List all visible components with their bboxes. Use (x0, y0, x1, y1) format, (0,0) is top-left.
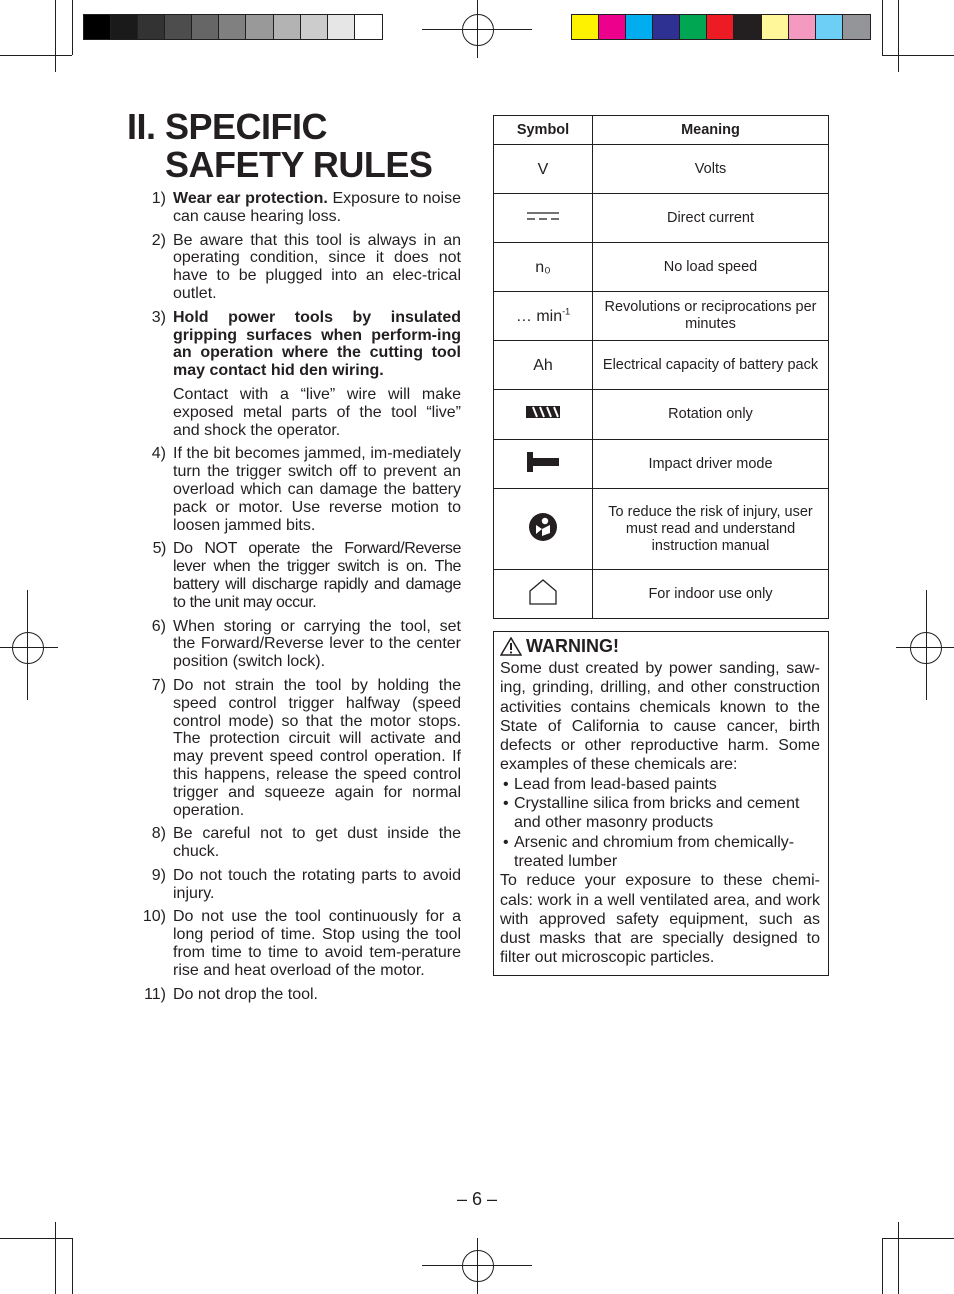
table-row (494, 570, 829, 619)
meaning-cell: Impact driver mode (593, 440, 829, 489)
rule-item: 10) Do not use the tool continuously for a long period of time. Stop using the tool from time to time to avoid tem-perature rise and heat overload of the motor. (142, 908, 461, 979)
color-swatch (789, 15, 816, 39)
direct-current-icon (526, 210, 560, 222)
color-swatch (301, 15, 328, 39)
symbol-cell (494, 390, 593, 440)
list-item: • Lead from lead-based paints (500, 775, 820, 794)
color-swatch (111, 15, 138, 39)
color-swatch (328, 15, 355, 39)
symbol-table-header (494, 116, 829, 145)
meaning-cell: For indoor use only (593, 570, 829, 619)
rule-item: 2) Be aware that this tool is always in an operating condition, since it does not have to be plugged into an elec-trical outlet. (151, 231, 461, 302)
meaning-cell: No load speed (593, 243, 829, 292)
warning-examples-list (500, 775, 820, 871)
rule-item: 5) Do NOT operate the Forward/Reverse lever when the trigger switch is on. The battery will discharge rapidly and damage to the unit may occur. (152, 540, 461, 611)
meaning-cell: To reduce the risk of injury, user must read and understand instruction manual (593, 489, 829, 570)
indoor-use-icon (527, 578, 559, 606)
color-swatch (572, 15, 599, 39)
section-title (127, 108, 432, 184)
symbol-cell: n₀ (494, 243, 593, 292)
section-title-line2: SAFETY RULES (165, 144, 433, 185)
color-swatch (246, 15, 273, 39)
color-swatch (84, 15, 111, 39)
warning-intro: Some dust created by power sanding, saw-ing, grinding, drilling, and other construction activities contains chemicals known to the State of California to cause cancer, birth defects or other reproductive harm. Some examples of these chemicals are: (500, 660, 820, 774)
color-swatch (355, 15, 382, 39)
table-row (494, 390, 829, 440)
table-row (494, 292, 829, 341)
symbol-cell: V (494, 145, 593, 194)
color-swatch (599, 15, 626, 39)
meaning-cell: Revolutions or reciprocations per minutes (593, 292, 829, 341)
list-item: • Crystalline silica from bricks and cement and other masonry products (500, 794, 820, 833)
grayscale-color-bar (83, 14, 383, 40)
symbol-cell (494, 194, 593, 243)
rule-item: 9) Do not touch the rotating parts to avoid injury. (151, 866, 461, 902)
meaning-cell: Direct current (593, 194, 829, 243)
symbol-column-header: Symbol (494, 116, 593, 145)
color-swatch (192, 15, 219, 39)
impact-driver-icon (525, 450, 561, 474)
color-swatch (626, 15, 653, 39)
safety-rules-list (130, 190, 461, 1009)
warning-triangle-icon (500, 637, 522, 656)
table-row (494, 194, 829, 243)
rule-item: 8) Be careful not to get dust inside the chuck. (151, 825, 461, 861)
meaning-cell: Volts (593, 145, 829, 194)
rotation-only-icon (525, 404, 561, 420)
read-manual-icon (528, 512, 558, 542)
warning-heading-text: WARNING! (526, 636, 619, 656)
page-number: – 6 – (456, 1189, 498, 1209)
rule-item: 7) Do not strain the tool by holding the speed control trigger halfway (speed control mode) so that the motor stops. The protection circuit will activate and may prevent speed control operation. If this happens, release the speed control trigger and squeeze again for normal operation. (151, 676, 461, 819)
color-swatch (138, 15, 165, 39)
rule-item: 11) Do not drop the tool. (144, 985, 318, 1003)
table-row (494, 243, 829, 292)
rule-item: 1) Wear ear protection. Exposure to noise can cause hearing loss. (151, 190, 461, 225)
table-row (494, 341, 829, 390)
table-row (494, 489, 829, 570)
symbol-cell (494, 489, 593, 570)
table-row (494, 440, 829, 489)
table-row (494, 145, 829, 194)
color-swatch (653, 15, 680, 39)
list-item: • Arsenic and chromium from chemically-treated lumber (500, 833, 820, 872)
process-color-bar (571, 14, 871, 40)
color-swatch (707, 15, 734, 39)
symbol-table (493, 115, 829, 619)
rule-item: 3) Hold power tools by insulated gripping surfaces when perform-ing an operation where the cutting tool may contact hid den wiring. Contact with a “live” wire will make exposed metal parts of the tool “live” and shock the operator. (151, 308, 461, 439)
meaning-cell: Electrical capacity of battery pack (593, 341, 829, 390)
symbol-cell (494, 570, 593, 619)
section-title-line1: II. SPECIFIC (127, 106, 328, 147)
color-swatch (816, 15, 843, 39)
color-swatch (680, 15, 707, 39)
warning-outro: To reduce your exposure to these chemi-cals: work in a well ventilated area, and work with approved safety equipment, such as dust masks that are specially designed to filter out microscopic particles. (500, 872, 820, 967)
color-swatch (762, 15, 789, 39)
symbol-cell: … $\min^{-1}$ (494, 292, 593, 341)
meaning-cell: Rotation only (593, 390, 829, 440)
rule-item: 6) When storing or carrying the tool, set the Forward/Reverse lever to the center position (switch lock). (151, 617, 461, 671)
color-swatch (274, 15, 301, 39)
color-swatch (734, 15, 761, 39)
meaning-column-header: Meaning (593, 116, 829, 145)
color-swatch (165, 15, 192, 39)
color-swatch (219, 15, 246, 39)
warning-heading (500, 635, 820, 657)
warning-box (493, 631, 829, 976)
symbol-cell (494, 440, 593, 489)
symbol-cell: Ah (494, 341, 593, 390)
rule-item: 4) If the bit becomes jammed, im-mediately turn the trigger switch off to prevent an overload which can damage the battery pack or motor. Use reverse motion to loosen jammed bits. (151, 445, 461, 534)
color-swatch (843, 15, 870, 39)
